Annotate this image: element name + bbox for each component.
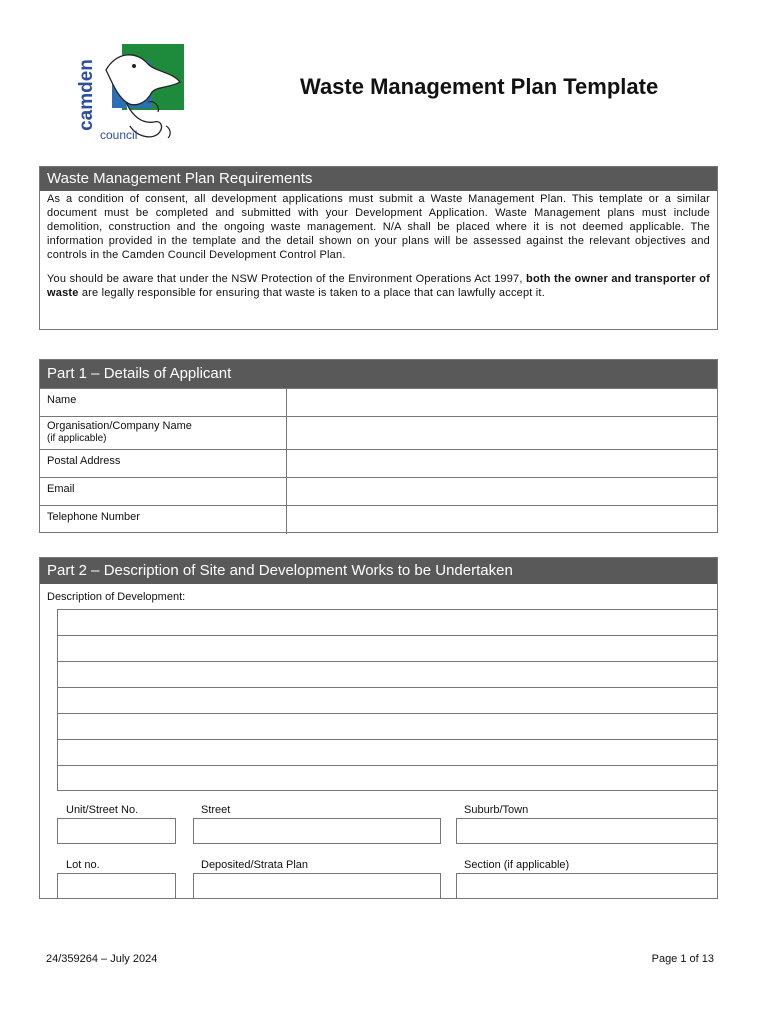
description-line[interactable]: [57, 687, 718, 713]
para2-bold-text: both the owner and transporter of waste: [47, 273, 710, 299]
part1-heading: Part 1 – Details of Applicant: [40, 360, 717, 388]
description-line[interactable]: [57, 765, 718, 791]
name-field[interactable]: [287, 389, 718, 417]
row-label: [40, 478, 287, 506]
email-label: Email: [47, 483, 75, 495]
description-line[interactable]: [57, 661, 718, 687]
description-line[interactable]: [57, 739, 718, 765]
part1-section: [39, 359, 718, 533]
section-label: Section (if applicable): [464, 859, 570, 871]
requirements-section: [39, 166, 718, 330]
applicant-details-table: [40, 388, 717, 534]
plan-label: Deposited/Strata Plan: [201, 859, 309, 871]
table-row: [40, 450, 717, 478]
section-field[interactable]: [456, 873, 718, 899]
telephone-field[interactable]: [287, 506, 718, 534]
table-row: [40, 506, 717, 534]
description-line[interactable]: [57, 635, 718, 661]
row-label: [40, 389, 287, 417]
logo-council-text: council: [100, 128, 138, 142]
organisation-field[interactable]: [287, 417, 718, 450]
para2-text: You should be aware that under the NSW Protection of the Environment Operations Act 1997,: [47, 273, 527, 285]
street-field[interactable]: [193, 818, 441, 844]
logo-camden-text: camden: [75, 59, 97, 131]
suburb-label: Suburb/Town: [464, 804, 529, 816]
part2-heading: Part 2 – Description of Site and Development Works to be Undertaken: [40, 558, 717, 584]
lot-field[interactable]: [57, 873, 176, 899]
requirements-body: [40, 191, 717, 303]
organisation-sublabel: (if applicable): [47, 433, 107, 444]
name-label: Name: [47, 394, 77, 406]
requirements-heading: Waste Management Plan Requirements: [40, 167, 717, 191]
requirements-paragraph-2: [47, 272, 710, 300]
postal-address-label: Postal Address: [47, 455, 121, 467]
requirements-paragraph-1: As a condition of consent, all development applications must submit a Waste Management Plan. This template or a similar document must be completed and submitted with your Development Application. Waste Management plans must include demolition, construction and the ongoing waste management. N/A shall be placed where it is not deemed applicable. The information provided in the template and the detail shown on your plans will be assessed against the relevant objectives and controls in the Camden Council Development Control Plan.: [47, 193, 710, 261]
logo-wordmark: [75, 54, 99, 140]
para2-text-end: are legally responsible for ensuring that waste is taken to a place that can lawfully accept it.: [78, 287, 545, 299]
table-row: [40, 478, 717, 506]
unit-label: Unit/Street No.: [66, 804, 139, 816]
telephone-label: Telephone Number: [47, 511, 140, 523]
lot-label: Lot no.: [66, 859, 100, 871]
description-line[interactable]: [57, 713, 718, 739]
postal-address-field[interactable]: [287, 450, 718, 478]
plan-field[interactable]: [193, 873, 441, 899]
unit-field[interactable]: [57, 818, 176, 844]
description-lines: [57, 609, 718, 791]
suburb-field[interactable]: [456, 818, 718, 844]
page-number: Page 1 of 13: [651, 953, 714, 965]
street-label: Street: [201, 804, 231, 816]
description-label: Description of Development:: [47, 591, 186, 603]
row-label: [40, 506, 287, 534]
table-row: [40, 417, 717, 450]
description-line[interactable]: [57, 609, 718, 635]
organisation-label: Organisation/Company Name: [47, 420, 192, 432]
document-title: Waste Management Plan Template: [300, 74, 659, 99]
footer-reference: 24/359264 – July 2024: [46, 953, 158, 965]
part2-section: [39, 557, 718, 899]
table-row: [40, 389, 717, 417]
row-label: [40, 417, 287, 450]
row-label: [40, 450, 287, 478]
email-field[interactable]: [287, 478, 718, 506]
